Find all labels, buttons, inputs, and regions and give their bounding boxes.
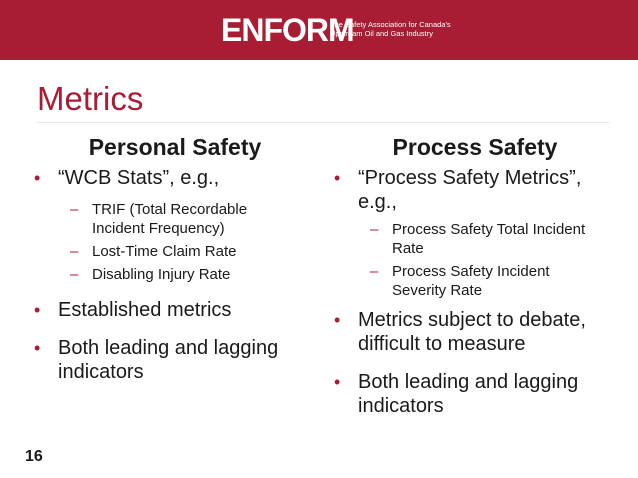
bullet-text-line1: “Process Safety Metrics”, bbox=[358, 167, 582, 189]
bullet-marker: • bbox=[34, 168, 41, 188]
slide-title: Metrics bbox=[37, 80, 144, 117]
sub-text-line1: Process Safety Total Incident bbox=[392, 221, 586, 238]
sub-text-line2: Severity Rate bbox=[392, 282, 483, 299]
bullet-marker: • bbox=[34, 300, 41, 320]
dash-marker: – bbox=[370, 221, 379, 238]
logo-tagline bbox=[330, 20, 470, 38]
sub-trif bbox=[30, 200, 320, 238]
bullet-text-line1: Both leading and lagging bbox=[58, 337, 279, 359]
bullet-text-line1: Metrics subject to debate, bbox=[358, 309, 586, 331]
sub-incident-severity bbox=[330, 262, 620, 300]
sub-text: Disabling Injury Rate bbox=[92, 266, 231, 283]
bullet-marker: • bbox=[334, 310, 341, 330]
enform-logo: ENFORM bbox=[221, 12, 354, 48]
bullet-text-line2: indicators bbox=[58, 361, 144, 383]
sub-text-line2: Rate bbox=[392, 240, 424, 257]
sub-text-line2: Incident Frequency) bbox=[92, 220, 225, 237]
bullet-text: “WCB Stats”, e.g., bbox=[58, 167, 220, 189]
personal-safety-heading: Personal Safety bbox=[88, 134, 262, 160]
process-safety-column bbox=[330, 132, 620, 418]
sub-total-incident bbox=[330, 220, 620, 258]
bullet-process-metrics bbox=[330, 166, 620, 214]
personal-safety-column bbox=[30, 132, 320, 384]
dash-marker: – bbox=[70, 201, 79, 218]
header-banner bbox=[0, 0, 638, 60]
sub-disabling-injury bbox=[30, 265, 320, 284]
dash-marker: – bbox=[70, 266, 79, 283]
sub-text-line1: TRIF (Total Recordable bbox=[92, 201, 248, 218]
bullet-subject-to-debate bbox=[330, 308, 620, 356]
bullet-leading-lagging bbox=[30, 336, 320, 384]
dash-marker: – bbox=[70, 243, 79, 260]
bullet-marker: • bbox=[334, 168, 341, 188]
sub-text: Lost-Time Claim Rate bbox=[92, 243, 237, 260]
bullet-text-line1: Both leading and lagging bbox=[358, 371, 579, 393]
bullet-wcb-stats bbox=[30, 166, 320, 190]
logo-tagline-line1: The Safety Association for Canada's bbox=[330, 20, 451, 29]
bullet-text-line2: indicators bbox=[358, 395, 444, 417]
bullet-leading-lagging bbox=[330, 370, 620, 418]
page-number: 16 bbox=[25, 448, 43, 465]
bullet-text-line2: e.g., bbox=[358, 191, 397, 213]
dash-marker: – bbox=[370, 263, 379, 280]
bullet-text: Established metrics bbox=[58, 299, 232, 321]
title-divider bbox=[37, 122, 609, 123]
bullet-text-line2: difficult to measure bbox=[358, 333, 526, 355]
logo-tagline-line2: Upstream Oil and Gas Industry bbox=[330, 29, 433, 38]
bullet-marker: • bbox=[34, 338, 41, 358]
bullet-marker: • bbox=[334, 372, 341, 392]
sub-lost-time bbox=[30, 242, 320, 261]
bullet-established bbox=[30, 298, 320, 322]
process-safety-heading: Process Safety bbox=[392, 134, 558, 160]
sub-text-line1: Process Safety Incident bbox=[392, 263, 550, 280]
